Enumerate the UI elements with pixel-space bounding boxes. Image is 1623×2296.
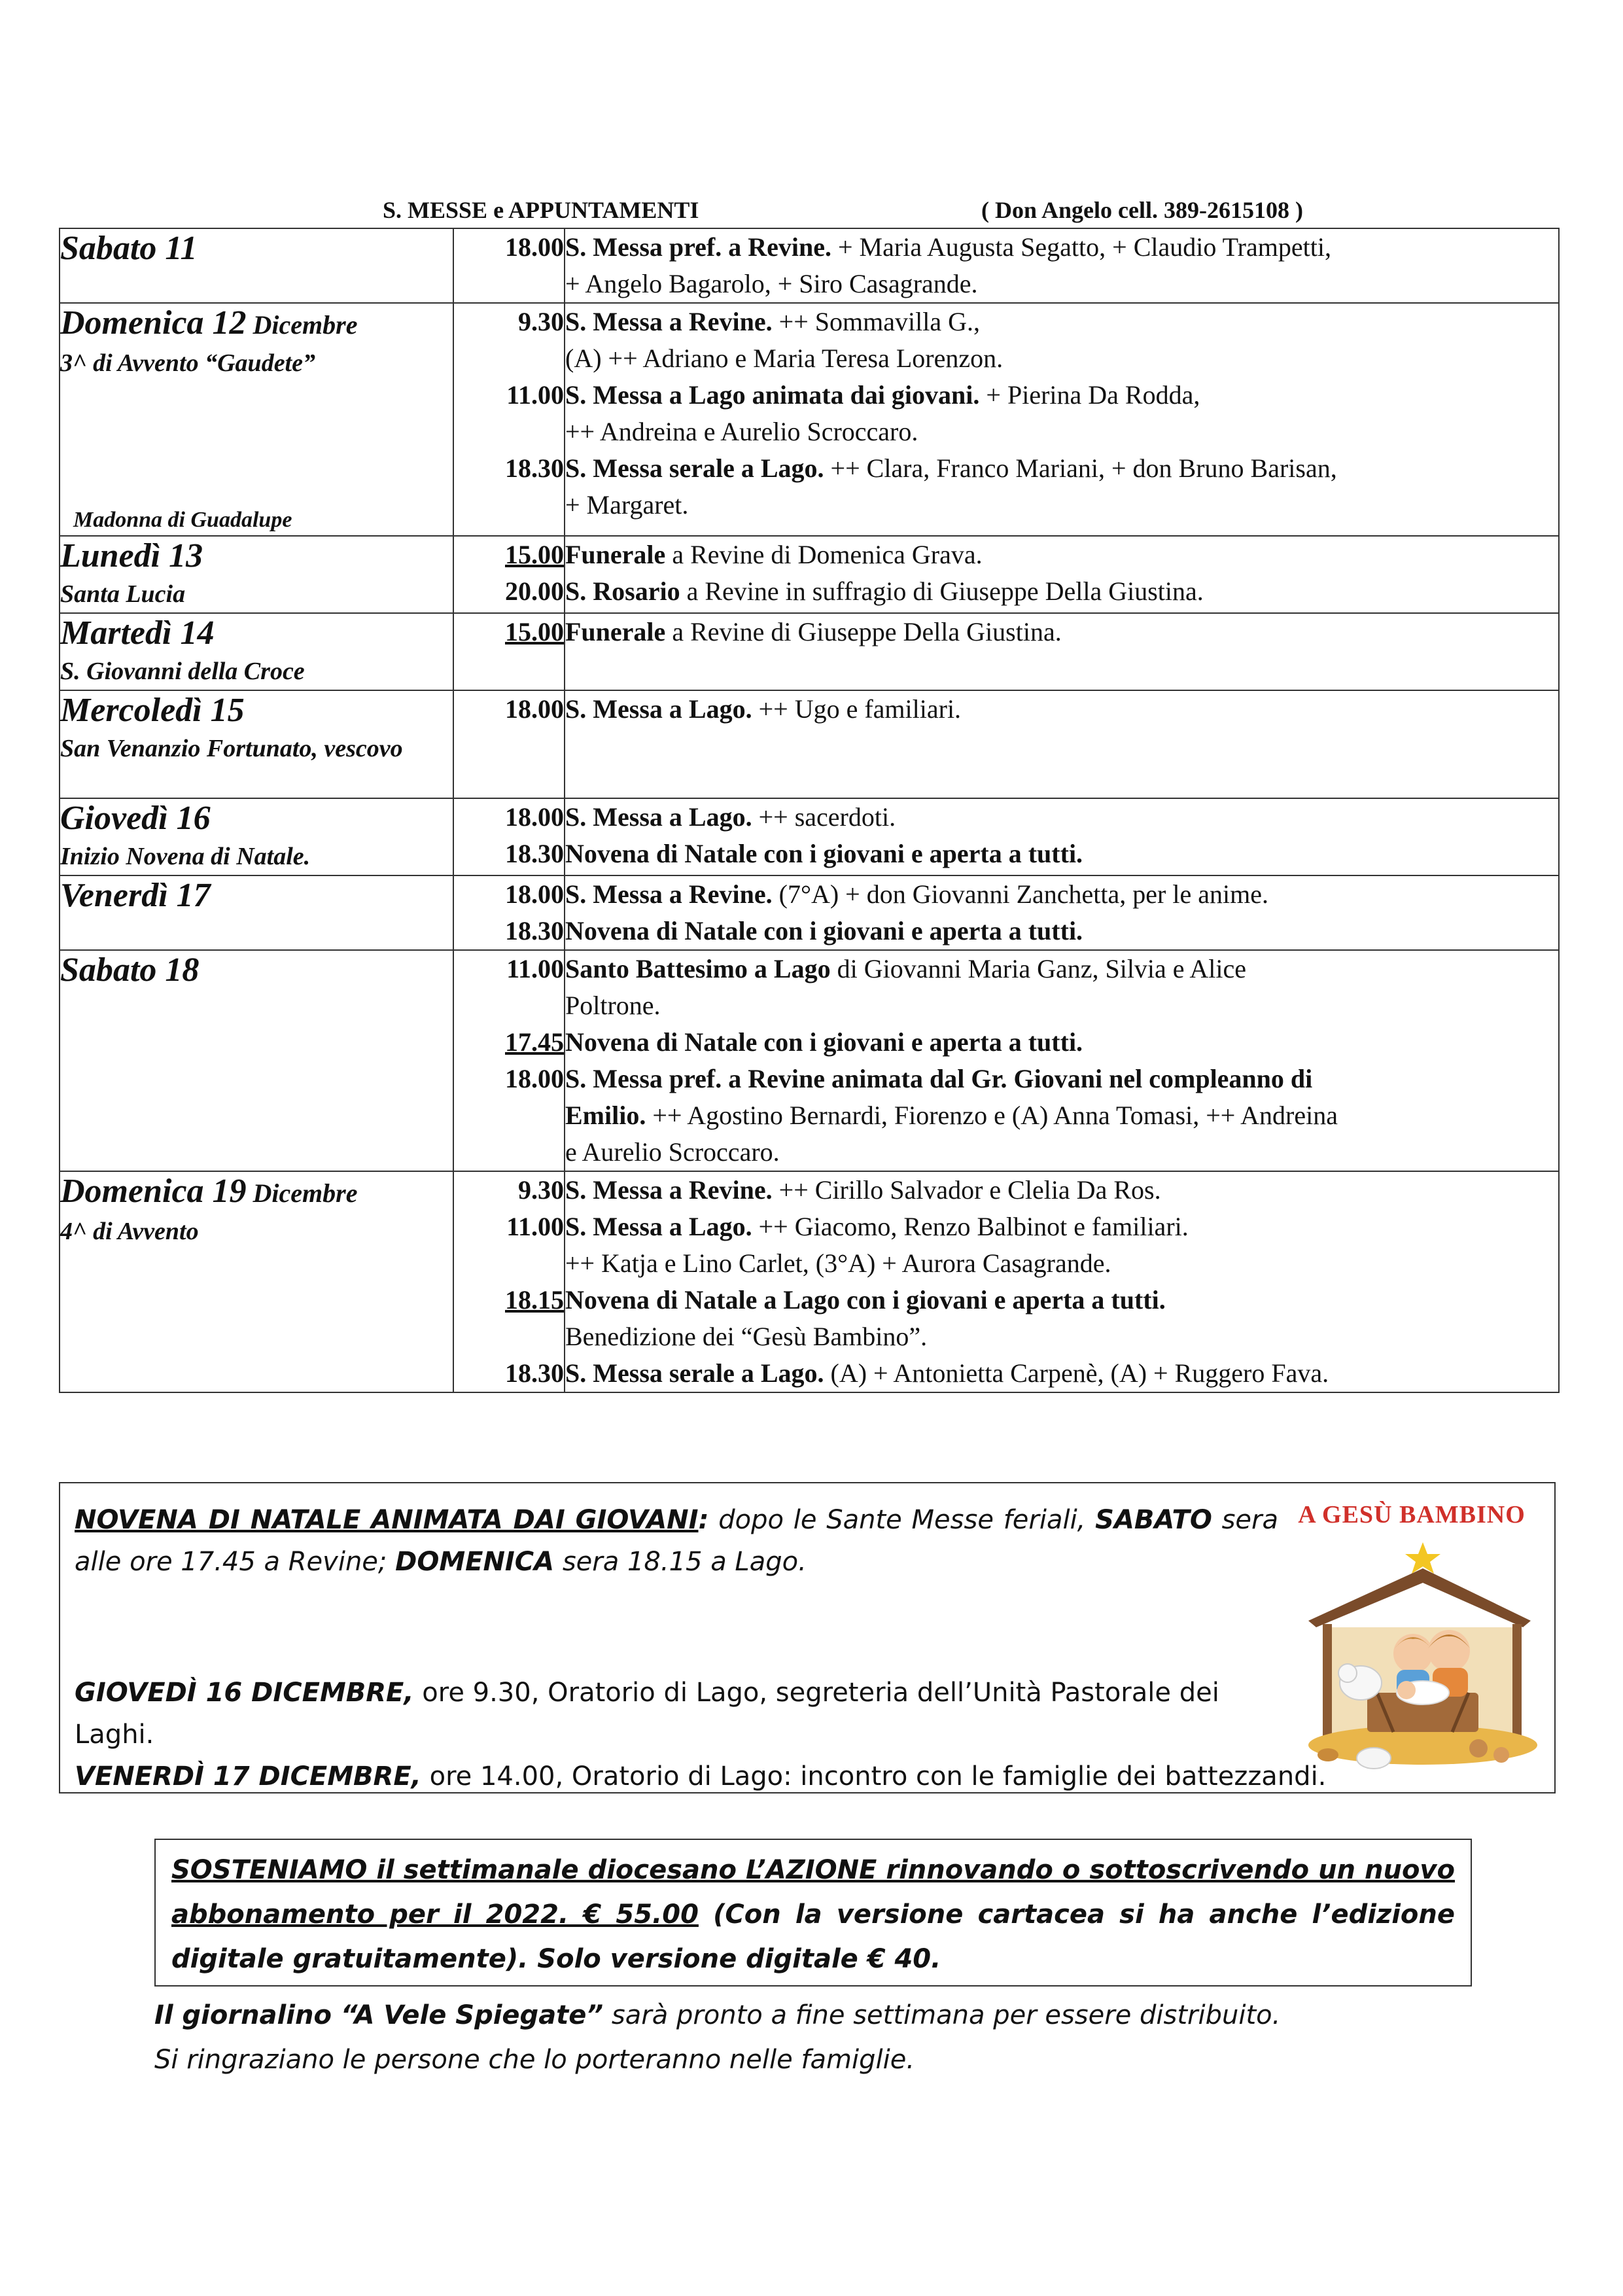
event-title: Novena di Natale a Lago con i giovani e aperta a tutti. — [565, 1285, 1166, 1315]
event-detail: a Revine di Giuseppe Della Giustina. — [665, 617, 1062, 646]
day-subtitle: Inizio Novena di Natale. — [60, 843, 311, 870]
subscription-rest: (Con la versione cartacea si ha anche l’edizione digitale gratuitamente). Solo versione digitale € 40. — [171, 1899, 1456, 1974]
day-name: Lunedì 13 — [60, 537, 203, 574]
schedule-row — [60, 536, 1559, 613]
day-feast-note: Madonna di Guadalupe — [73, 508, 292, 532]
agenda-date: GIOVEDÌ 16 DICEMBRE, — [75, 1678, 414, 1708]
description-line — [565, 1355, 1558, 1392]
schedule-row — [60, 228, 1559, 303]
event-title: S. Messa serale a Lago. — [565, 1358, 824, 1388]
time-cell — [453, 875, 565, 950]
day-title — [60, 951, 453, 990]
time-cell — [453, 536, 565, 613]
novena-sabato: SABATO — [1095, 1505, 1212, 1535]
nativity-illustration — [1282, 1496, 1541, 1784]
event-detail: (A) ++ Adriano e Maria Teresa Lorenzon. — [565, 344, 1003, 373]
event-detail: ++ Sommavilla G., — [772, 307, 980, 336]
description-line — [565, 1172, 1558, 1209]
day-name: Giovedì 16 — [60, 800, 211, 837]
day-cell — [60, 303, 453, 536]
description-line — [565, 377, 1558, 414]
event-time: 20.00 — [505, 576, 564, 606]
event-time: 18.30 — [505, 916, 564, 945]
description-cell — [565, 950, 1559, 1171]
description-cell — [565, 690, 1559, 798]
subscription-text — [171, 1848, 1455, 1981]
event-title: Funerale — [565, 540, 666, 569]
agenda-detail: ore 9.30, Oratorio di Lago, segreteria dell’Unità Pastorale dei Laghi. — [75, 1678, 1219, 1750]
day-subtitle: 4^ di Avvento — [60, 1218, 199, 1245]
day-title — [60, 537, 453, 576]
event-time: 11.00 — [506, 1212, 564, 1241]
nativity-scene-icon — [1282, 1496, 1541, 1784]
event-detail: ++ Agostino Bernardi, Fiorenzo e (A) Anna Tomasi, ++ Andreina — [646, 1101, 1338, 1130]
day-cell — [60, 228, 453, 303]
novena-domenica: DOMENICA — [395, 1547, 555, 1577]
description-line — [565, 1061, 1558, 1097]
day-title — [60, 876, 453, 915]
description-cell — [565, 228, 1559, 303]
novena-colon: : — [698, 1505, 709, 1535]
event-detail: (A) + Antonietta Carpenè, (A) + Ruggero Fava. — [824, 1358, 1329, 1388]
description-line — [565, 266, 1558, 302]
day-cell — [60, 613, 453, 690]
event-title: S. Messa a Revine. — [565, 1175, 773, 1205]
day-title — [60, 799, 453, 838]
footer-text-2: Si ringraziano le persone che lo porteranno nelle famiglie. — [154, 2045, 915, 2075]
novena-text-1: dopo le Sante Messe feriali, — [708, 1505, 1096, 1535]
event-detail: ++ Giacomo, Renzo Balbinot e familiari. — [752, 1212, 1189, 1241]
day-name: Martedì 14 — [60, 614, 215, 652]
agenda-item — [75, 1761, 1326, 1792]
event-detail: ++ Katja e Lino Carlet, (3°A) + Aurora Casagrande. — [565, 1248, 1111, 1278]
nativity-title: A GESÙ BAMBINO — [1298, 1501, 1526, 1528]
event-title: S. Messa serale a Lago. — [565, 453, 824, 483]
time-cell — [453, 798, 565, 875]
event-title: Novena di Natale con i giovani e aperta a tutti. — [565, 1027, 1083, 1057]
description-line — [565, 799, 1558, 836]
day-subtitle: S. Giovanni della Croce — [60, 658, 305, 685]
event-detail: + Maria Augusta Segatto, + Claudio Trampetti, — [831, 232, 1331, 262]
day-name: Sabato 11 — [60, 230, 198, 267]
day-cell — [60, 690, 453, 798]
time-cell — [453, 228, 565, 303]
event-title: S. Messa a Lago. — [565, 802, 752, 832]
day-month: Dicembre — [246, 310, 358, 340]
event-detail: e Aurelio Scroccaro. — [565, 1137, 780, 1167]
day-name: Sabato 18 — [60, 951, 200, 989]
description-line — [565, 951, 1558, 987]
description-line — [565, 414, 1558, 450]
description-cell — [565, 536, 1559, 613]
description-line — [565, 1024, 1558, 1061]
event-detail: a Revine in suffragio di Giuseppe Della Giustina. — [680, 576, 1204, 606]
day-title — [60, 614, 453, 653]
description-line — [565, 1282, 1558, 1318]
event-title: S. Messa pref. a Revine animata dal Gr. Giovani nel compleanno di — [565, 1064, 1313, 1093]
description-line — [565, 836, 1558, 872]
footer-note — [154, 1993, 1489, 2082]
day-name: Venerdì 17 — [60, 877, 211, 914]
time-cell — [453, 303, 565, 536]
footer-title: Il giornalino “A Vele Spiegate” — [154, 2000, 604, 2030]
event-time: 17.45 — [505, 1027, 564, 1057]
event-title: S. Messa pref. a Revine. — [565, 232, 831, 262]
event-time: 11.00 — [506, 380, 564, 410]
description-cell — [565, 613, 1559, 690]
footer-text-1: sarà pronto a fine settimana per essere distribuito. — [603, 2000, 1281, 2030]
novena-text-2: sera alle ore 17.45 a Revine; — [75, 1505, 1278, 1577]
event-time: 18.00 — [505, 1064, 564, 1093]
description-line — [565, 340, 1558, 377]
day-cell — [60, 950, 453, 1171]
event-time: 18.00 — [505, 232, 564, 262]
day-title — [60, 1172, 453, 1213]
description-cell — [565, 303, 1559, 536]
day-name: Domenica 12 — [60, 304, 247, 342]
schedule-row — [60, 1171, 1559, 1392]
day-cell — [60, 875, 453, 950]
event-detail: di Giovanni Maria Ganz, Silvia e Alice — [830, 954, 1246, 983]
day-name: Domenica 19 — [60, 1173, 247, 1210]
day-name: Mercoledì 15 — [60, 692, 245, 729]
novena-text-3: sera 18.15 a Lago. — [554, 1547, 807, 1577]
event-title: Funerale — [565, 617, 666, 646]
day-subtitle: 3^ di Avvento “Gaudete” — [60, 349, 315, 377]
event-detail: ++ Clara, Franco Mariani, + don Bruno Barisan, — [824, 453, 1337, 483]
event-detail: ++ Ugo e familiari. — [752, 694, 962, 724]
page-header — [59, 191, 1557, 226]
agenda-date: VENERDÌ 17 DICEMBRE, — [75, 1761, 421, 1792]
event-title: S. Messa a Lago animata dai giovani. — [565, 380, 980, 410]
event-detail: ++ Cirillo Salvador e Clelia Da Ros. — [772, 1175, 1161, 1205]
description-line — [565, 1134, 1558, 1171]
description-line — [565, 1097, 1558, 1134]
subscription-underlined: SOSTENIAMO il settimanale diocesano L’AZIONE rinnovando o sottoscrivendo un nuovo abbonamento per il 2022. € 55.00 — [171, 1855, 1455, 1930]
novena-lead: NOVENA DI NATALE ANIMATA DAI GIOVANI — [75, 1505, 699, 1535]
event-detail: a Revine di Domenica Grava. — [665, 540, 983, 569]
event-title: S. Rosario — [565, 576, 680, 606]
day-title — [60, 304, 453, 345]
description-line — [565, 691, 1558, 728]
schedule-table — [59, 228, 1560, 1393]
event-time: 9.30 — [518, 307, 564, 336]
event-title: Emilio. — [565, 1101, 646, 1130]
description-line — [565, 1209, 1558, 1245]
schedule-row — [60, 798, 1559, 875]
schedule-row — [60, 950, 1559, 1171]
event-title: S. Messa a Lago. — [565, 694, 752, 724]
event-time: 11.00 — [506, 954, 564, 983]
time-cell — [453, 613, 565, 690]
event-title: Santo Battesimo a Lago — [565, 954, 831, 983]
event-title: Novena di Natale con i giovani e aperta a tutti. — [565, 839, 1083, 868]
event-time: 15.00 — [505, 617, 564, 646]
agenda-item — [75, 1672, 1278, 1756]
event-detail: Benedizione dei “Gesù Bambino”. — [565, 1322, 928, 1351]
time-cell — [453, 690, 565, 798]
day-title — [60, 691, 453, 730]
description-line — [565, 537, 1558, 573]
event-time: 18.00 — [505, 694, 564, 724]
event-detail: ++ sacerdoti. — [752, 802, 896, 832]
description-line — [565, 1318, 1558, 1355]
description-cell — [565, 798, 1559, 875]
event-time: 18.00 — [505, 879, 564, 909]
day-cell — [60, 798, 453, 875]
event-title: S. Messa a Revine. — [565, 307, 773, 336]
day-cell — [60, 536, 453, 613]
schedule-row — [60, 690, 1559, 798]
header-contact: ( Don Angelo cell. 389-2615108 ) — [981, 197, 1303, 223]
schedule-row — [60, 303, 1559, 536]
day-cell — [60, 1171, 453, 1392]
event-time: 9.30 — [518, 1175, 564, 1205]
agenda-detail: ore 14.00, Oratorio di Lago: incontro con le famiglie dei battezzandi. — [421, 1761, 1327, 1792]
description-line — [565, 614, 1558, 650]
time-cell — [453, 950, 565, 1171]
event-time: 18.15 — [505, 1285, 564, 1315]
description-line — [565, 573, 1558, 610]
schedule-row — [60, 875, 1559, 950]
description-line — [565, 487, 1558, 523]
day-month: Dicembre — [246, 1178, 358, 1208]
schedule-row — [60, 613, 1559, 690]
description-line — [565, 987, 1558, 1024]
event-detail: + Angelo Bagarolo, + Siro Casagrande. — [565, 269, 978, 298]
event-time: 18.00 — [505, 802, 564, 832]
description-line — [565, 913, 1558, 949]
event-title: S. Messa a Revine. — [565, 879, 773, 909]
description-line — [565, 229, 1558, 266]
event-title: Novena di Natale con i giovani e aperta a tutti. — [565, 916, 1083, 945]
event-detail: Poltrone. — [565, 991, 661, 1020]
day-title — [60, 229, 453, 268]
event-time: 18.30 — [505, 839, 564, 868]
description-line — [565, 1245, 1558, 1282]
header-title: S. MESSE e APPUNTAMENTI — [383, 197, 699, 223]
event-time: 18.30 — [505, 453, 564, 483]
day-subtitle: San Venanzio Fortunato, vescovo — [60, 735, 403, 762]
description-line — [565, 876, 1558, 913]
time-cell — [453, 1171, 565, 1392]
event-detail: (7°A) + don Giovanni Zanchetta, per le anime. — [772, 879, 1268, 909]
event-detail: + Pierina Da Rodda, — [979, 380, 1200, 410]
novena-text — [75, 1499, 1278, 1583]
description-line — [565, 450, 1558, 487]
event-time: 18.30 — [505, 1358, 564, 1388]
description-cell — [565, 1171, 1559, 1392]
novena-box — [59, 1482, 1556, 1793]
event-detail: + Margaret. — [565, 490, 689, 520]
description-cell — [565, 875, 1559, 950]
event-detail: ++ Andreina e Aurelio Scroccaro. — [565, 417, 918, 446]
description-line — [565, 304, 1558, 340]
subscription-box — [154, 1839, 1472, 1987]
event-title: S. Messa a Lago. — [565, 1212, 752, 1241]
event-time: 15.00 — [505, 540, 564, 569]
day-subtitle: Santa Lucia — [60, 580, 186, 608]
